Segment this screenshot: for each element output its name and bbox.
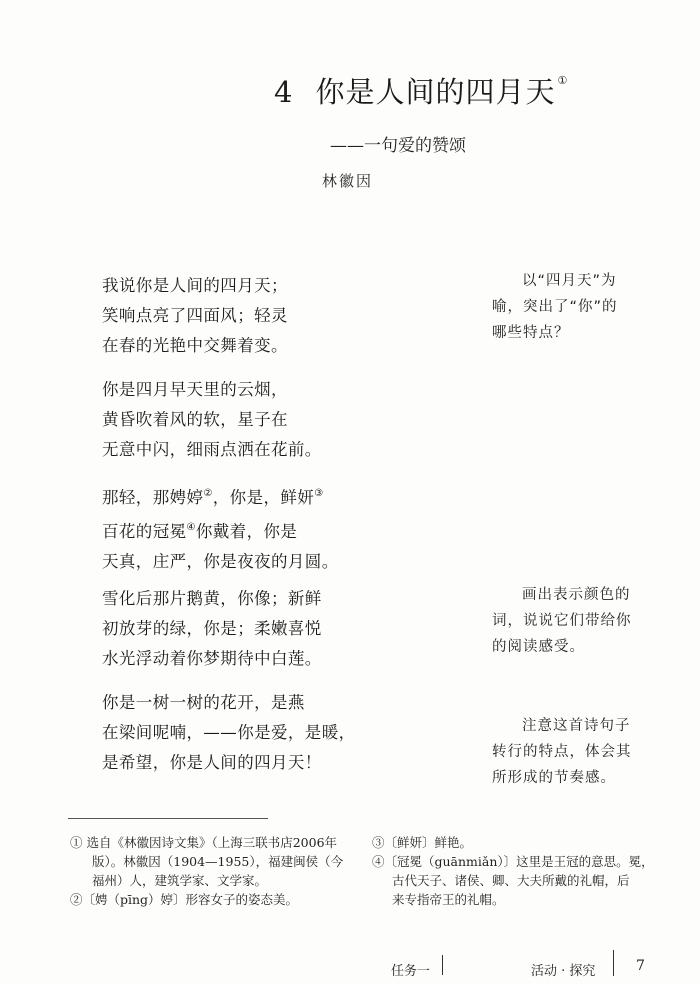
- poem-line: 笑响点亮了四面风；轻灵: [102, 306, 288, 325]
- footnote-line: ① 选自《林徽因诗文集》（上海三联书店2006年: [70, 835, 338, 850]
- lesson-title: [274, 70, 568, 111]
- title-footnote-marker: ①: [557, 74, 569, 87]
- footnote-line: 福州）人，建筑学家、文学家。: [92, 873, 268, 888]
- stanza-4: [102, 584, 322, 674]
- side-note-line: 转行的特点，体会其: [492, 744, 632, 760]
- footnote-line: 来专指帝王的礼帽。: [392, 892, 505, 907]
- page-number: 7: [636, 958, 645, 974]
- poem-line: 我说你是人间的四月天；: [102, 276, 288, 295]
- footnotes-left: [70, 833, 370, 909]
- poem-line: 在春的光艳中交舞着变。: [102, 336, 288, 355]
- poem-line: 你是一树一树的花开，是燕: [102, 693, 305, 712]
- footnote-marker: ③: [314, 488, 324, 499]
- poem-line: 雪化后那片鹅黄，你像；新鲜: [102, 589, 322, 608]
- side-note-line: 哪些特点？: [492, 325, 570, 341]
- lesson-number: 4: [274, 75, 294, 109]
- stanza-5: [102, 688, 356, 778]
- footnote-marker: ②: [203, 488, 213, 499]
- poem-line: 无意中闪，细雨点洒在花前。: [102, 440, 322, 459]
- side-note-line: 注意这首诗句子: [522, 718, 631, 734]
- footnote-line: ③〔鲜妍〕鲜艳。: [372, 835, 473, 850]
- side-note-line: 画出表示颜色的: [522, 587, 631, 603]
- side-note-line: 的阅读感受。: [492, 639, 585, 655]
- lesson-subtitle: ——一句爱的赞颂: [330, 136, 466, 156]
- poem-line: 水光浮动着你梦期待中白莲。: [102, 649, 322, 668]
- poem-line: [102, 479, 339, 513]
- poem-line: 初放芽的绿，你是；柔嫩喜悦: [102, 619, 322, 638]
- side-note-line: 喻，突出了“你”的: [492, 299, 618, 315]
- footer-divider: [613, 950, 614, 976]
- stanza-2: [102, 375, 322, 465]
- footer-divider: [442, 955, 443, 975]
- poem-fragment: 你戴着，你是: [195, 522, 298, 541]
- footer-task-label: 任务一: [391, 964, 431, 979]
- side-note-2: [492, 582, 642, 660]
- side-note-1: [492, 268, 642, 346]
- footnote-marker: ④: [186, 522, 196, 533]
- side-note-line: 词，说说它们带给你: [492, 613, 632, 629]
- poem-line: 在梁间呢喃，——你是爱，是暖，: [102, 723, 356, 742]
- author-name: 林徽因: [322, 172, 374, 190]
- lesson-title-text: 你是人间的四月天: [315, 75, 556, 109]
- footer-section-label: 活动 · 探究: [531, 964, 596, 979]
- side-note-line: 所形成的节奏感。: [492, 770, 616, 786]
- footnote-line: 版）。林徽因（1904—1955），福建闽侯（今: [92, 854, 344, 869]
- stanza-3: [102, 479, 339, 577]
- footnote-rule: [68, 818, 268, 819]
- poem-fragment: 那轻，那娉婷: [102, 488, 204, 507]
- stanza-1: [102, 271, 288, 361]
- poem-line: 天真，庄严，你是夜夜的月圆。: [102, 552, 339, 571]
- poem-line: 黄昏吹着风的软，星子在: [102, 410, 288, 429]
- side-note-line: 以“四月天”为: [522, 273, 617, 289]
- footnote-line: ②〔娉（pīng）婷〕形容女子的姿态美。: [70, 892, 299, 907]
- poem-fragment: 百花的冠冕: [102, 522, 187, 541]
- poem-fragment: ，你是，鲜妍: [212, 488, 315, 507]
- footnote-line: 古代天子、诸侯、卿、大夫所戴的礼帽，后: [392, 873, 630, 888]
- footnote-line: ④〔冠冕（guānmiǎn）〕这里是王冠的意思。冕，: [372, 854, 654, 869]
- poem-line: 是希望，你是人间的四月天！: [102, 753, 322, 772]
- poem-line: 你是四月早天里的云烟，: [102, 380, 288, 399]
- poem-line: [102, 513, 339, 547]
- side-note-3: [492, 713, 642, 791]
- footnotes-right: [372, 833, 682, 909]
